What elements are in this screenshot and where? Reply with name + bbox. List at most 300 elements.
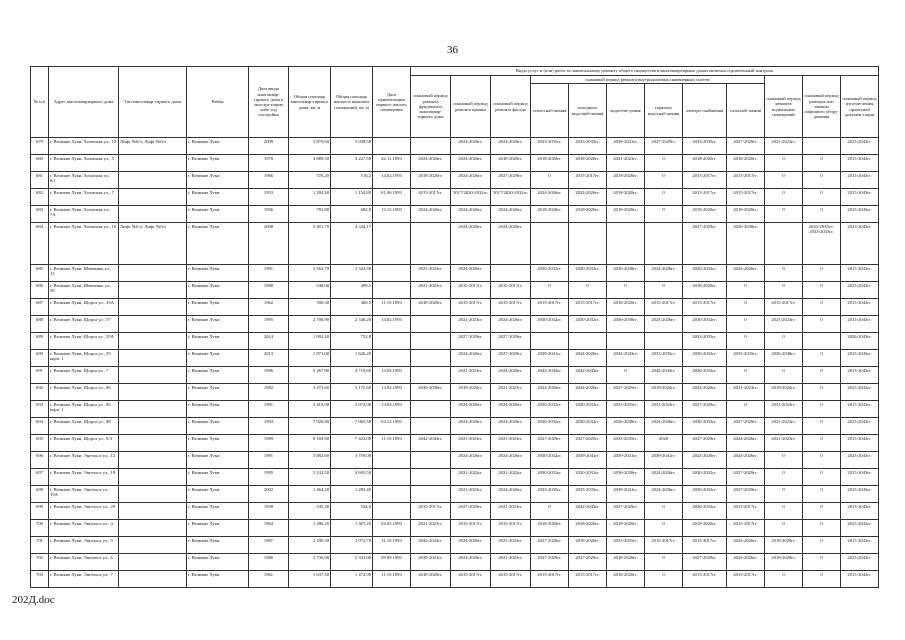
cell-g: 2027-2029гг. (727, 138, 765, 155)
header-year: Дата ввода многоквар-тирного дома в эксплуа-тацию либо год постройки (249, 67, 289, 138)
cell-d: 2015-2043гг. (841, 265, 879, 282)
cell-fac: 2017/2030-2032гг. (491, 189, 531, 206)
cell-b: 0 (765, 503, 803, 520)
cell-l: 0 (803, 554, 841, 571)
header-hot-water: горячего водоснаб-жения (645, 84, 683, 138)
cell-dist: г. Великие Луки (187, 138, 249, 155)
cell-type (119, 189, 187, 206)
cell-type (119, 435, 187, 452)
cell-c: 2018-2020гг. (569, 520, 607, 537)
cell-type (119, 520, 187, 537)
cell-type (119, 265, 187, 282)
cell-n: 691 (31, 367, 49, 384)
cell-f (411, 401, 451, 418)
cell-b: 2021-2023гг. (765, 418, 803, 435)
cell-b: 0 (765, 172, 803, 189)
cell-l: 0 (803, 520, 841, 537)
cell-al: 3 759,00 (331, 452, 373, 469)
cell-l: 0 (803, 571, 841, 588)
cell-hw: 2018-2020гг. (645, 384, 683, 401)
cell-l: 0 (803, 435, 841, 452)
cell-b: 0 (765, 486, 803, 503)
cell-h: 2018-2020гг. (531, 520, 569, 537)
cell-hw: 2042-2043гг. (645, 367, 683, 384)
cell-s: 2018-2020гг. (607, 520, 645, 537)
cell-dist: г. Великие Луки (187, 299, 249, 316)
cell-d: 2015-2043гг. (841, 384, 879, 401)
cell-el: 2024-2026гг. (683, 384, 727, 401)
table-row (31, 571, 879, 588)
cell-d: 2015-2043гг. (841, 350, 879, 367)
cell-at: 7 926,80 (289, 418, 331, 435)
cell-pr (373, 350, 411, 367)
cell-addr: г. Великие Луки, Щорса ул., 86 корп. 1 (49, 401, 119, 418)
cell-f (411, 333, 451, 350)
cell-d: 2015-2043гг. (841, 155, 879, 172)
cell-at: 3 882,60 (289, 452, 331, 469)
cell-b: 0 (765, 155, 803, 172)
cell-h: 2027-2029гг. (531, 435, 569, 452)
cell-d: 2015-2043гг. (841, 299, 879, 316)
cell-s (607, 223, 645, 265)
cell-n: 686 (31, 282, 49, 299)
cell-el: 2018-2020гг. (683, 206, 727, 223)
cell-fac: 2024-2026гг. (491, 452, 531, 469)
cell-l: 0 (803, 299, 841, 316)
cell-addr: г. Великие Луки, Щорса ул., 86 (49, 384, 119, 401)
cell-n: 698 (31, 486, 49, 503)
cell-dist: г. Великие Луки (187, 282, 249, 299)
cell-year: 1991 (249, 452, 289, 469)
cell-at: 5 267,90 (289, 367, 331, 384)
cell-addr: г. Великие Луки, Шевченко ул., 30 (49, 282, 119, 299)
cell-al: 2 072,70 (331, 537, 373, 554)
cell-fac: 2024-2026гг. (491, 367, 531, 384)
cell-g: 2015-2017гг. (727, 520, 765, 537)
header-works-group: Виды услуг и (или) работ по капитальному ремонту общего имущества в многоквартирных домах включая строительный контроль (411, 67, 879, 76)
cell-at: 8 169,60 (289, 435, 331, 452)
cell-dist: г. Великие Луки (187, 265, 249, 282)
repair-schedule-table (30, 66, 879, 588)
cell-el: 2030-2032гг. (683, 469, 727, 486)
cell-addr: г. Великие Луки, Энгельса ул., 12 (49, 452, 119, 469)
cell-pr: 01.06.1993 (373, 189, 411, 206)
cell-at: 2 562,70 (289, 265, 331, 282)
cell-h: 2027-2029гг. (531, 537, 569, 554)
cell-al: 5 331,00 (331, 554, 373, 571)
cell-n: 697 (31, 469, 49, 486)
cell-h: 2024-2026гг. (531, 384, 569, 401)
cell-addr: г. Великие Луки, Энгельса ул., 19 (49, 469, 119, 486)
cell-s: 0 (607, 282, 645, 299)
cell-al: 1 283,40 (331, 486, 373, 503)
cell-roof: 2015-2017гг. (451, 299, 491, 316)
cell-year: 1956 (249, 206, 289, 223)
cell-dist: г. Великие Луки (187, 503, 249, 520)
cell-at: 781,80 (289, 206, 331, 223)
cell-roof: 2021-2023гг. (451, 469, 491, 486)
cell-roof: 2017/2030-2032гг. (451, 189, 491, 206)
cell-b: 2015-2017гг. (765, 299, 803, 316)
cell-addr: г. Великие Луки, Щорса ул., 59А (49, 333, 119, 350)
cell-pr (373, 503, 411, 520)
cell-d: 2015-2043гг. (841, 367, 879, 384)
cell-d: 2015-2043гг. (841, 435, 879, 452)
cell-l: 0 (803, 316, 841, 333)
cell-addr: г. Великие Луки, Энгельса ул., 5 (49, 537, 119, 554)
cell-year: 1970 (249, 155, 289, 172)
cell-al: 4 344,17 (331, 223, 373, 265)
cell-roof: 2024-2026гг. (451, 452, 491, 469)
cell-n: 700 (31, 520, 49, 537)
cell-al: 368,3 (331, 299, 373, 316)
cell-pr (373, 282, 411, 299)
cell-hw: 2027-2029гг. (645, 138, 683, 155)
cell-hw: 2015-2017гг. (645, 299, 683, 316)
table-row (31, 486, 879, 503)
cell-dist: г. Великие Луки (187, 435, 249, 452)
cell-c: 2042-2043гг. (569, 503, 607, 520)
table-row (31, 206, 879, 223)
cell-fac: 2021-2023гг. (491, 384, 531, 401)
cell-al: 7 065,50 (331, 418, 373, 435)
cell-hw: 2039-2041гг. (645, 452, 683, 469)
cell-f: 2018-2020гг. (411, 571, 451, 588)
cell-n: 680 (31, 155, 49, 172)
cell-el: 2030-2032гг. (683, 316, 727, 333)
cell-at: 1 637,50 (289, 571, 331, 588)
cell-fac: 2024-2026гг. (491, 486, 531, 503)
cell-el: 2030-2032гг. (683, 486, 727, 503)
cell-s: 2018-2020гг. (607, 554, 645, 571)
cell-hw: 0 (645, 554, 683, 571)
cell-addr: г. Великие Луки, Энгельса ул., 29 (49, 503, 119, 520)
table-row (31, 452, 879, 469)
cell-roof: 2024-2026гг. (451, 554, 491, 571)
cell-roof: 2027-2029гг. (451, 333, 491, 350)
cell-al: 3 227,50 (331, 155, 373, 172)
cell-dist: г. Великие Луки (187, 172, 249, 189)
cell-b: 2018-2020гг. (765, 537, 803, 554)
cell-pr (373, 265, 411, 282)
cell-roof: 2024-2026гг. (451, 537, 491, 554)
cell-type (119, 554, 187, 571)
cell-b: 0 (765, 452, 803, 469)
cell-el: 2030-2032гг. (683, 350, 727, 367)
cell-al: 2 324,50 (331, 265, 373, 282)
cell-g: 0 (727, 333, 765, 350)
table-row (31, 282, 879, 299)
cell-b: 0 (765, 333, 803, 350)
cell-s: 2033-2035гг. (607, 435, 645, 452)
cell-at: 576,20 (289, 172, 331, 189)
cell-dist: г. Великие Луки (187, 520, 249, 537)
cell-g: 2018-2020гг. (727, 206, 765, 223)
cell-at: 545,30 (289, 503, 331, 520)
cell-c: 2030-2032гг. (569, 401, 607, 418)
cell-fac: 2024-2026гг. (491, 138, 531, 155)
cell-type (119, 401, 187, 418)
table-row (31, 155, 879, 172)
cell-el: 2015-2017гг. (683, 172, 727, 189)
cell-hw: 0 (645, 571, 683, 588)
cell-s: 2039-2041гг. (607, 486, 645, 503)
cell-al: 3 074,00 (331, 401, 373, 418)
cell-d: 2015-2043гг. (841, 316, 879, 333)
cell-al: 1 472,90 (331, 571, 373, 588)
cell-hw: 2020 (645, 435, 683, 452)
cell-f (411, 316, 451, 333)
cell-d: 2015-2043гг. (841, 520, 879, 537)
header-roof: плановый период ремонта крыши (451, 76, 491, 138)
table-row (31, 503, 879, 520)
cell-year: 1966 (249, 172, 289, 189)
cell-c: 2024-2026гг. (569, 350, 607, 367)
cell-f (411, 418, 451, 435)
cell-l: 0 (803, 452, 841, 469)
cell-at: 1 284,30 (289, 189, 331, 206)
cell-at: 5 870,60 (289, 138, 331, 155)
header-num: № п/п (31, 67, 49, 138)
cell-h: 2042-2043гг. (531, 367, 569, 384)
cell-n: 689 (31, 333, 49, 350)
cell-el: 2030-2032гг. (683, 367, 727, 384)
cell-dist: г. Великие Луки (187, 316, 249, 333)
cell-dist: г. Великие Луки (187, 469, 249, 486)
cell-b: 2018-2020гг. (765, 384, 803, 401)
table-row (31, 223, 879, 265)
cell-c: 0 (569, 282, 607, 299)
cell-n: 687 (31, 299, 49, 316)
header-district: Район (187, 67, 249, 138)
cell-d: 2023-2043гг. (841, 223, 879, 265)
cell-at: 1 486,20 (289, 520, 331, 537)
cell-c: 2027-2029гг. (569, 435, 607, 452)
cell-f (411, 138, 451, 155)
cell-h: 2018-2020гг. (531, 206, 569, 223)
cell-al: 2 346,20 (331, 316, 373, 333)
header-electricity: электро-снабжения (683, 84, 727, 138)
cell-c: 2024-2026гг. (569, 189, 607, 206)
cell-type (119, 299, 187, 316)
cell-al: 5 038,50 (331, 138, 373, 155)
cell-addr: г. Великие Луки, Щорса ул., 57 (49, 316, 119, 333)
cell-d: 2015-2043гг. (841, 206, 879, 223)
cell-c: 2027-2029гг. (569, 554, 607, 571)
cell-al: 752,8 (331, 333, 373, 350)
cell-d: 2015-2043гг. (841, 401, 879, 418)
cell-h: 2033-2035гг. (531, 138, 569, 155)
cell-f (411, 350, 451, 367)
cell-g: 2036-2038гг. (727, 223, 765, 265)
header-gas: газоснаб-жения (727, 84, 765, 138)
cell-c: 2018-2020гг. (569, 537, 607, 554)
cell-l: 0 (803, 469, 841, 486)
cell-g: 2015-2017гг. (727, 189, 765, 206)
cell-type (119, 384, 187, 401)
cell-dist: г. Великие Луки (187, 155, 249, 172)
cell-type: Лифт №6/л, Лифт №6/л (119, 138, 187, 155)
cell-c: 2033-2035гг. (569, 138, 607, 155)
header-cold-water: холодного водоснаб-жения (569, 84, 607, 138)
cell-at: 3 473,60 (289, 384, 331, 401)
cell-el: 2027-2029гг. (683, 401, 727, 418)
cell-fac: 2021-2023гг. (491, 537, 531, 554)
cell-year: 1968 (249, 282, 289, 299)
cell-year: 1987 (249, 537, 289, 554)
cell-year: 1964 (249, 520, 289, 537)
cell-addr: г. Великие Луки, Шевченко ул., 13 (49, 265, 119, 282)
cell-hw: 0 (645, 503, 683, 520)
cell-b: 0 (765, 469, 803, 486)
table-row (31, 299, 879, 316)
cell-s: 2018-2020гг. (607, 206, 645, 223)
cell-roof: 2024-2026гг. (451, 206, 491, 223)
cell-d: 2015-2043гг. (841, 503, 879, 520)
cell-dist: г. Великие Луки (187, 571, 249, 588)
cell-b: 0 (765, 571, 803, 588)
cell-hw: 2024-2026гг. (645, 469, 683, 486)
cell-g: 2033-2035гг. (727, 350, 765, 367)
cell-type (119, 418, 187, 435)
header-design: плановый период изготов-ления проектной докумен-тации (841, 76, 879, 138)
cell-g: 2024-2026гг. (727, 452, 765, 469)
cell-n: 690 (31, 350, 49, 367)
cell-roof: 2024-2026гг. (451, 223, 491, 265)
cell-n: 693 (31, 401, 49, 418)
table-row (31, 367, 879, 384)
cell-n: 696 (31, 452, 49, 469)
table-row (31, 418, 879, 435)
cell-el: 2033-2035гг. (683, 138, 727, 155)
cell-d: 2015-2043гг. (841, 172, 879, 189)
header-lift: плановый период ремонта или замены лифтового обору-дования (803, 76, 841, 138)
cell-dist: г. Великие Луки (187, 554, 249, 571)
cell-c: 2018-2020гг. (569, 206, 607, 223)
cell-pr: 14.02.1993 (373, 172, 411, 189)
cell-pr (373, 138, 411, 155)
cell-fac: 2015-2017гг. (491, 520, 531, 537)
cell-b: 0 (765, 206, 803, 223)
cell-h: 2030-2032гг. (531, 265, 569, 282)
header-foundation: плановый период ремонта фундамента многоквар-тирного дома (411, 76, 451, 138)
cell-type (119, 206, 187, 223)
cell-type (119, 503, 187, 520)
cell-type (119, 155, 187, 172)
cell-year: 1953 (249, 189, 289, 206)
cell-al: 1 307,20 (331, 520, 373, 537)
cell-h: 0 (531, 503, 569, 520)
cell-addr: г. Великие Луки, Холмская ул., 7 (49, 189, 119, 206)
document-body (30, 66, 876, 588)
cell-h: 2030-2032гг. (531, 469, 569, 486)
cell-addr: г. Великие Луки, Щорса ул., 9/3 (49, 435, 119, 452)
header-engineering-systems: плановый период ремонта внутридомовых инженерных систем (531, 76, 765, 84)
cell-at: 1 464,20 (289, 486, 331, 503)
cell-pr (373, 223, 411, 265)
cell-year: 1958 (249, 503, 289, 520)
cell-pr: 09.09.1993 (373, 554, 411, 571)
cell-l: 0 (803, 282, 841, 299)
cell-b: 2036-2038гг. (765, 350, 803, 367)
cell-el: 2015-2017гг. (683, 571, 727, 588)
cell-el: 2027-2029гг. (683, 554, 727, 571)
cell-hw: 2024-2026гг. (645, 418, 683, 435)
cell-year: 2013 (249, 350, 289, 367)
cell-roof: 2021-2023гг. (451, 486, 491, 503)
cell-s: 2042-2043гг. (607, 350, 645, 367)
cell-l (803, 138, 841, 155)
cell-type (119, 333, 187, 350)
cell-roof: 2024-2026гг. (451, 401, 491, 418)
cell-addr: г. Великие Луки, Энгельса ул., 19А (49, 486, 119, 503)
cell-el: 2030-2032гг. (683, 418, 727, 435)
cell-at: 1 092,40 (289, 333, 331, 350)
cell-c: 2015-2017гг. (569, 299, 607, 316)
cell-type (119, 537, 187, 554)
table-row (31, 384, 879, 401)
cell-b: 2021-2023гг. (765, 316, 803, 333)
header-privatization: Дата приватизации первого жилого помещения (373, 67, 411, 138)
cell-dist: г. Великие Луки (187, 418, 249, 435)
cell-dist: г. Великие Луки (187, 333, 249, 350)
cell-year: 1994 (249, 418, 289, 435)
cell-fac: 2024-2026гг. (491, 401, 531, 418)
cell-b: 2021-2023гг. (765, 401, 803, 418)
cell-roof: 2015-2017гг. (451, 571, 491, 588)
cell-f: 2042-2043гг. (411, 435, 451, 452)
cell-d: 2015-2043гг. (841, 571, 879, 588)
cell-year: 2009 (249, 138, 289, 155)
cell-g: 2024-2026гг. (727, 435, 765, 452)
cell-n: 694 (31, 418, 49, 435)
cell-type (119, 469, 187, 486)
cell-hw: 0 (645, 155, 683, 172)
table-body (31, 138, 879, 588)
cell-addr: г. Великие Луки, Холмская ул., 16 (49, 223, 119, 265)
cell-f: 2018-2020гг. (411, 172, 451, 189)
cell-l: 2033-2035гг., 2033-2035гг. (803, 223, 841, 265)
cell-g: 0 (727, 401, 765, 418)
cell-h: 2030-2032гг. (531, 418, 569, 435)
cell-hw: 0 (645, 520, 683, 537)
cell-d: 2015-2043гг. (841, 469, 879, 486)
cell-h: 2039-2041гг. (531, 350, 569, 367)
cell-hw: 0 (645, 282, 683, 299)
cell-l: 0 (803, 206, 841, 223)
cell-fac: 2018-2020гг. (491, 155, 531, 172)
cell-year: 2014 (249, 333, 289, 350)
cell-fac: 2024-2026гг. (491, 223, 531, 265)
cell-pr: 04.05.1993 (373, 520, 411, 537)
cell-pr: 22.11.1993 (373, 155, 411, 172)
cell-al: 7 423,00 (331, 435, 373, 452)
cell-c: 2030-2032гг. (569, 469, 607, 486)
cell-hw: 2015-2017гг. (645, 537, 683, 554)
cell-al: 544,6 (331, 503, 373, 520)
cell-roof: 2024-2026гг. (451, 350, 491, 367)
cell-pr: 11.10.1993 (373, 435, 411, 452)
cell-type (119, 316, 187, 333)
cell-at: 5 736,90 (289, 554, 331, 571)
cell-fac: 2015-2017гг. (491, 299, 531, 316)
cell-addr: г. Великие Луки, Щорса ул., 59 корп. 1 (49, 350, 119, 367)
cell-f (411, 469, 451, 486)
cell-h: 2027-2029гг. (531, 554, 569, 571)
cell-fac: 2021-2023гг. (491, 469, 531, 486)
cell-d: 2015-2043гг. (841, 418, 879, 435)
cell-type (119, 172, 187, 189)
